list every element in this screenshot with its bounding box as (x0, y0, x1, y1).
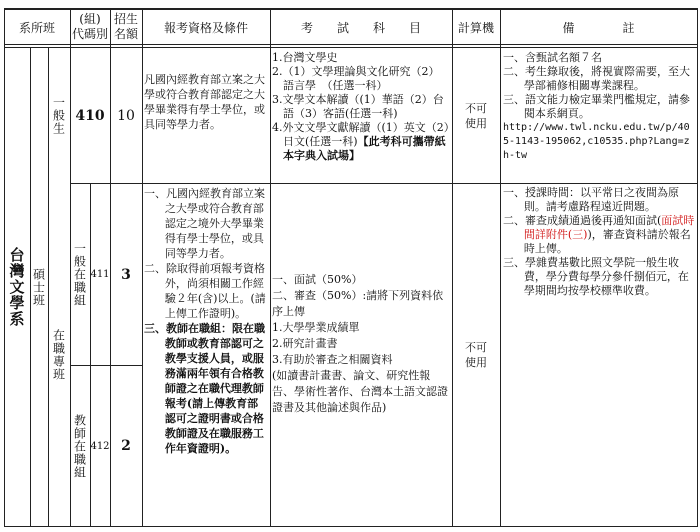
subject-dictionary-note: 【此考科可攜帶紙本字典入試場】 (283, 135, 446, 162)
inservice-calculator: 不可使用 (465, 341, 487, 369)
subgroup-teacher-name: 教師在職組 (72, 413, 87, 479)
interview-time-link: 面試時間詳附件(三) (523, 214, 695, 241)
subgroup-general-code: 411 (90, 269, 110, 280)
header-department: 系所班 (18, 20, 55, 35)
subgroup-teacher-quota: 2 (121, 438, 131, 454)
header-eligibility: 報考資格及條件 (163, 20, 248, 35)
general-quota: 10 (117, 107, 135, 124)
program-name: 碩士班 (31, 267, 46, 307)
header-group-code: (組) 代碼別 (71, 12, 108, 41)
subject-item: 3.文學文本解讀（(1）華語（2）台語（3）客語(任選一科) (272, 93, 444, 120)
inservice-remarks (503, 186, 695, 298)
subject-item: 4.外文文學文獻解讀（(1）英文（2）日文(任選一科) (272, 121, 450, 148)
remark-item: 三、語文能力檢定畢業門檻規定，請參閱本系網頁。 (503, 93, 690, 120)
subgroup-teacher-code: 412 (90, 440, 110, 452)
subject-item: 1.大學學業成績單 (272, 321, 360, 334)
subject-item: 2.研究計畫書 (272, 337, 338, 350)
header-subjects: 考 試 科 目 (300, 20, 421, 35)
subgroup-general-name: 一般在職組 (72, 242, 87, 307)
inservice-group: 在職專班 (51, 329, 66, 381)
eligibility-item: 一、凡國內經教育部立案之大學或符合教育部認定之境外大學畢業得有學士學位，或具同等學力者。 (144, 187, 265, 260)
department-name: 台灣文學系 (7, 247, 26, 327)
inservice-eligibility (144, 186, 268, 456)
general-code: 410 (75, 107, 105, 124)
subject-item: 1.台灣文學史 (272, 51, 338, 64)
general-calculator: 不可使用 (465, 101, 487, 130)
header-quota: 招生 名額 (113, 12, 138, 41)
remark-item: 三、學雜費基數比照文學院一般生收費，學分費每學分參仟捌佰元，在學期間均按學校標準收費。 (503, 256, 689, 297)
subject-extra: (如讀書計畫書、論文、研究性報告、學術性著作、台灣本土語文認證證書及其他論述與作品) (272, 369, 448, 414)
general-eligibility: 凡國內經教育部立案之大學或符合教育部認定之大學畢業得有學士學位，或具同等學力者。 (144, 73, 265, 131)
subject-item: 一、面試（50%） (272, 273, 363, 286)
department-url[interactable]: http://www.twl.ncku.edu.tw/p/405-1143-195062,c10535.php?Lang=zh-tw (503, 122, 690, 161)
general-subjects (272, 51, 450, 163)
subject-item: 二、審查（50%）:請將下列資料依序上傳 (272, 289, 444, 318)
subject-item: 2.（1）文學理論與文化研究（2）語言學 （任選一科） (272, 65, 440, 92)
remark-item: 一、含甄試名額７名 (503, 51, 602, 64)
eligibility-item: 二、除取得前項報考資格外，尚須相關工作經驗２年(含)以上。(請上傳工作證明)。 (144, 262, 266, 320)
subgroup-general-quota: 3 (121, 266, 131, 283)
remark-item: 一、授課時間：以平常日之夜間為原則。請考慮路程遠近問題。 (503, 186, 679, 213)
header-remarks: 備 註 (562, 20, 635, 35)
general-remarks (503, 51, 695, 163)
remark-item: 二、考生錄取後，將視實際需要，至大學部補修相關專業課程。 (503, 65, 690, 92)
inservice-subjects (272, 272, 450, 416)
subject-item: 3.有助於審查之相關資料 (272, 353, 393, 366)
eligibility-item-teacher: 三、教師在職組：限在職教師或教育部認可之教學支援人員，或服務滿兩年領有合格教師證之在職代理教師報考(請上傳教育部認可之證明書或合格教師證及在職服務工作年資證明)。 (144, 322, 265, 455)
remark-item: 二、審查成績通過後再通知面試(面試時間詳附件(三))，審查資料請於報名時上傳。 (503, 214, 695, 255)
header-calculator: 計算機 (457, 20, 494, 35)
general-group: 一般生 (51, 96, 66, 135)
